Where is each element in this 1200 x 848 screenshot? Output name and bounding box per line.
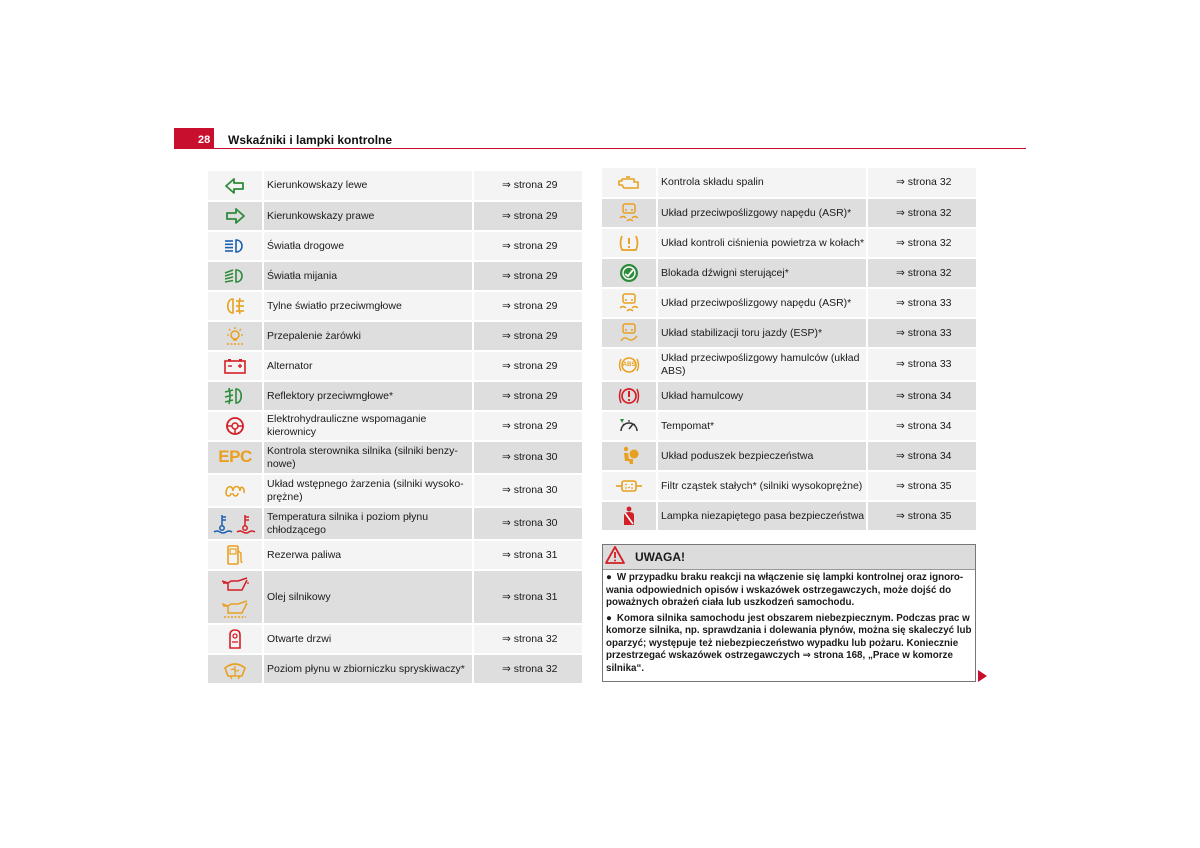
abs-icon: [618, 355, 640, 375]
power-steering-icon: [224, 420, 246, 432]
indicator-label: Tylne światło przeciwmgłowe: [263, 291, 473, 321]
page-reference-link[interactable]: ⇒ strona 29: [473, 291, 582, 321]
warning-title: UWAGA!: [635, 550, 685, 564]
indicator-label: Filtr cząstek stałych* (silniki wysokoprężne): [657, 471, 867, 501]
page-reference-link[interactable]: ⇒ strona 29: [473, 261, 582, 291]
table-row: [602, 198, 976, 228]
cruise-control-icon: [617, 420, 641, 432]
esp-icon: [618, 327, 640, 339]
indicator-label: Układ stabilizacji toru jazdy (ESP)*: [657, 318, 867, 348]
bullet-icon: ●: [606, 612, 612, 624]
table-row: [602, 381, 976, 411]
page-reference-link[interactable]: ⇒ strona 35: [867, 471, 976, 501]
page-reference-link[interactable]: ⇒ strona 33: [867, 348, 976, 381]
oil-can-icon: [220, 591, 250, 603]
left-turn-signal-icon: [224, 179, 246, 191]
page-reference-link[interactable]: ⇒ strona 29: [473, 171, 582, 201]
indicator-label: Układ wstępnego żarzenia (silniki wysoko-prężne): [263, 474, 473, 507]
page-title: Wskaźniki i lampki kontrolne: [228, 133, 393, 147]
warning-item: [606, 613, 972, 676]
glow-plug-icon: [223, 484, 247, 496]
washer-fluid-icon: [222, 663, 248, 675]
table-row: [602, 288, 976, 318]
table-row: [602, 258, 976, 288]
seatbelt-icon: [618, 510, 640, 522]
bulb-failure-icon: [224, 330, 246, 342]
table-row: [208, 474, 582, 507]
table-row: [602, 228, 976, 258]
next-page-arrow-icon: [978, 669, 987, 687]
indicator-table-right: [602, 168, 976, 532]
right-turn-signal-icon: [224, 210, 246, 222]
page-reference-link[interactable]: ⇒ strona 33: [867, 288, 976, 318]
alternator-icon: [223, 360, 247, 372]
page-reference-link[interactable]: ⇒ strona 34: [867, 411, 976, 441]
indicator-label: Kontrola składu spalin: [657, 168, 867, 198]
fuel-reserve-icon: [225, 549, 245, 561]
engine-check-icon: [616, 176, 642, 188]
indicator-table-left: [208, 171, 582, 685]
page-reference-link[interactable]: ⇒ strona 29: [473, 351, 582, 381]
header-divider: [174, 148, 1026, 149]
steering-lock-icon: [617, 267, 641, 279]
page-reference-link[interactable]: ⇒ strona 29: [473, 231, 582, 261]
warning-header: [603, 545, 975, 570]
indicator-label: Przepalenie żarówki: [263, 321, 473, 351]
indicator-label: Lampka niezapiętego pasa bezpieczeństwa: [657, 501, 867, 531]
page-reference-link[interactable]: ⇒ strona 32: [867, 168, 976, 198]
table-row: [208, 540, 582, 570]
abs-label: ABS: [622, 361, 636, 368]
indicator-label: Rezerwa paliwa: [263, 540, 473, 570]
warning-triangle-icon: [605, 546, 625, 569]
indicator-label: Tempomat*: [657, 411, 867, 441]
indicator-label: Elektrohydrauliczne wspomaganie kierownicy: [263, 411, 473, 441]
brake-icon: [617, 390, 641, 402]
warning-box: [602, 544, 976, 682]
page-reference-link[interactable]: ⇒ strona 32: [867, 258, 976, 288]
indicator-label: Układ przeciwpoślizgowy napędu (ASR)*: [657, 198, 867, 228]
page-reference-link[interactable]: ⇒ strona 31: [473, 570, 582, 624]
indicator-label: Temperatura silnika i poziom płynu chłodzącego: [263, 507, 473, 540]
indicator-label: Kontrola sterownika silnika (silniki benzy-nowe): [263, 441, 473, 474]
indicator-label: Kierunkowskazy prawe: [263, 201, 473, 231]
indicator-label: Blokada dźwigni sterującej*: [657, 258, 867, 288]
indicator-label: Kierunkowskazy lewe: [263, 171, 473, 201]
particulate-filter-icon: [614, 480, 644, 492]
table-row: [208, 291, 582, 321]
indicator-label: Alternator: [263, 351, 473, 381]
table-row: [602, 168, 976, 198]
epc-icon: EPC: [218, 446, 252, 466]
asr-icon: [618, 207, 640, 219]
low-beam-icon: [223, 270, 247, 282]
table-row: [208, 411, 582, 441]
page-reference-link[interactable]: ⇒ strona 35: [867, 501, 976, 531]
table-row: [208, 201, 582, 231]
warning-body: [603, 570, 975, 675]
page-reference-link[interactable]: ⇒ strona 33: [867, 318, 976, 348]
table-row: [602, 318, 976, 348]
warning-text: Komora silnika samochodu jest obszarem niebezpiecznym. Podczas prac w komorze silnika, np. sprawdzania i dolewania płynów, można się skaleczyć lub oparzyć; występuje też niebezpieczeństwo wypadku lub pożaru. Koniecznie przestrzegać wskazówek ostrzegawczych ⇒ strona 168, „Prace w komorze silnika“.: [606, 612, 972, 674]
table-row: [208, 507, 582, 540]
table-row: [208, 351, 582, 381]
tire-pressure-icon: [617, 237, 641, 249]
asr-icon: [618, 297, 640, 309]
table-row: [208, 441, 582, 474]
page-reference-link[interactable]: ⇒ strona 32: [473, 654, 582, 684]
table-row: [602, 441, 976, 471]
page-reference-link[interactable]: ⇒ strona 32: [867, 228, 976, 258]
high-beam-icon: [223, 240, 247, 252]
page-reference-link[interactable]: ⇒ strona 31: [473, 540, 582, 570]
table-row: [208, 381, 582, 411]
table-row: [208, 570, 582, 624]
page-reference-link[interactable]: ⇒ strona 29: [473, 321, 582, 351]
page-reference-link[interactable]: ⇒ strona 34: [867, 441, 976, 471]
indicator-label: Układ poduszek bezpieczeństwa: [657, 441, 867, 471]
table-row: [208, 231, 582, 261]
coolant-icon: [212, 517, 258, 529]
table-row: [602, 411, 976, 441]
table-row: [208, 624, 582, 654]
indicator-label: Reflektory przeciwmgłowe*: [263, 381, 473, 411]
indicator-label: Układ kontroli ciśnienia powietrza w kołach*: [657, 228, 867, 258]
indicator-label: Układ przeciwpoślizgowy napędu (ASR)*: [657, 288, 867, 318]
indicator-label: Układ hamulcowy: [657, 381, 867, 411]
page-reference-link[interactable]: ⇒ strona 34: [867, 381, 976, 411]
indicator-label: Poziom płynu w zbiorniczku spryskiwaczy*: [263, 654, 473, 684]
table-row: [208, 321, 582, 351]
page-reference-link[interactable]: ⇒ strona 30: [473, 441, 582, 474]
front-fog-light-icon: [223, 390, 247, 402]
page-reference-link[interactable]: ⇒ strona 29: [473, 201, 582, 231]
indicator-label: Otwarte drzwi: [263, 624, 473, 654]
table-row: [208, 654, 582, 684]
indicator-label: Olej silnikowy: [263, 570, 473, 624]
table-row: [602, 471, 976, 501]
warning-text: W przypadku braku reakcji na włączenie się lampki kontrolnej oraz ignoro-wania odpowiednich opisów i wskazówek ostrzegawczych, może dojść do poważnych obrażeń ciała lub uszkodzeń samochodu.: [606, 572, 964, 608]
rear-fog-light-icon: [223, 300, 247, 312]
indicator-label: Układ przeciwpoślizgowy hamulców (układ ABS): [657, 348, 867, 381]
airbag-icon: [618, 450, 640, 462]
page-reference-link[interactable]: ⇒ strona 32: [473, 624, 582, 654]
page-number: 28: [174, 128, 214, 149]
warning-item: [606, 572, 972, 610]
page-reference-link[interactable]: ⇒ strona 29: [473, 411, 582, 441]
page-reference-link[interactable]: ⇒ strona 30: [473, 474, 582, 507]
table-row: [602, 501, 976, 531]
page-reference-link[interactable]: ⇒ strona 29: [473, 381, 582, 411]
table-row: [602, 348, 976, 381]
indicator-label: Światła drogowe: [263, 231, 473, 261]
page-reference-link[interactable]: ⇒ strona 30: [473, 507, 582, 540]
table-row: [208, 171, 582, 201]
table-row: [208, 261, 582, 291]
door-open-icon: [225, 633, 245, 645]
bullet-icon: ●: [606, 572, 612, 583]
page-reference-link[interactable]: ⇒ strona 32: [867, 198, 976, 228]
indicator-label: Światła mijania: [263, 261, 473, 291]
